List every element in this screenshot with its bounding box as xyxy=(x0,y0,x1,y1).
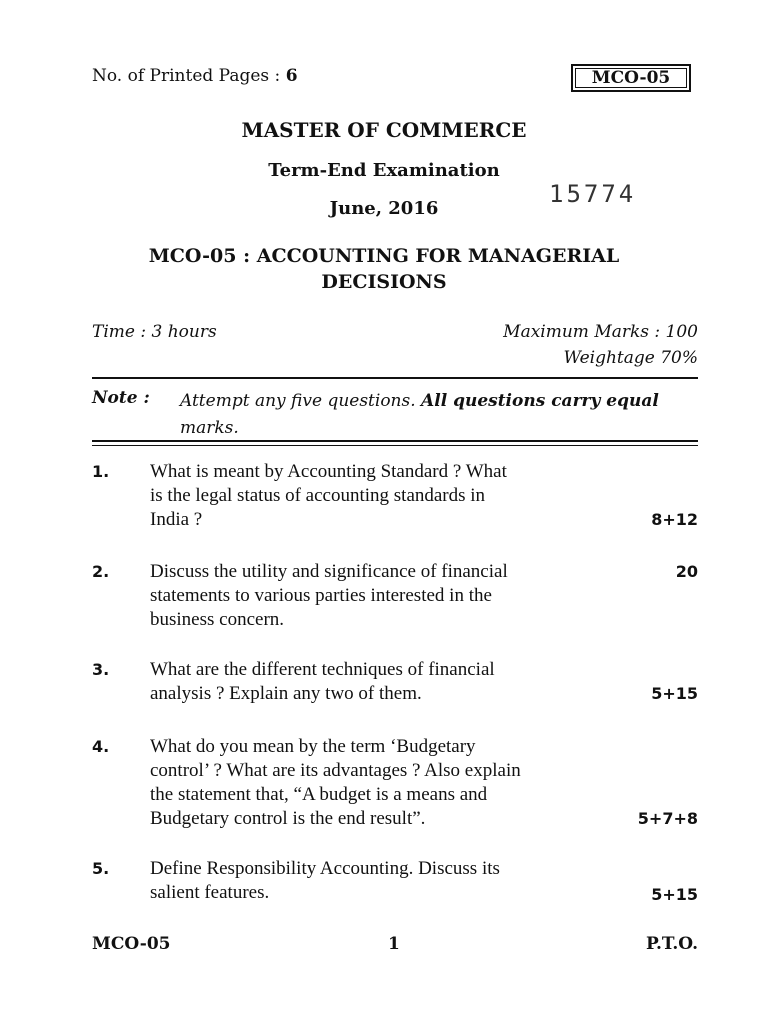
divider-double-b xyxy=(92,445,698,446)
question-3 xyxy=(92,658,698,706)
question-5 xyxy=(92,857,698,905)
question-line: salient features. xyxy=(150,882,270,903)
note-text xyxy=(180,388,698,442)
question-number: 3. xyxy=(92,660,110,679)
question-marks: 8+12 xyxy=(651,510,698,529)
question-number: 4. xyxy=(92,737,110,756)
course-title-line2: DECISIONS xyxy=(321,271,447,293)
divider-top xyxy=(92,377,698,379)
question-line: India ? xyxy=(150,509,203,530)
printed-pages xyxy=(92,66,298,86)
footer-page-number: 1 xyxy=(388,934,400,954)
question-text xyxy=(150,735,640,831)
question-marks: 5+15 xyxy=(651,885,698,904)
question-line: Budgetary control is the end result”. xyxy=(150,808,426,829)
question-line: control’ ? What are its advantages ? Also explain xyxy=(150,760,521,781)
question-1 xyxy=(92,460,698,532)
question-marks: 5+7+8 xyxy=(637,809,698,828)
programme-title: MASTER OF COMMERCE xyxy=(241,118,527,142)
serial-number: 15774 xyxy=(549,180,637,208)
question-line: the statement that, “A budget is a means and xyxy=(150,784,488,805)
time-allowed: Time : 3 hours xyxy=(92,322,217,342)
question-line: is the legal status of accounting standards in xyxy=(150,485,486,506)
weightage: Weightage 70% xyxy=(563,348,698,368)
printed-pages-value: 6 xyxy=(285,66,298,86)
printed-pages-label: No. of Printed Pages : xyxy=(92,66,286,86)
question-marks: 5+15 xyxy=(651,684,698,703)
question-line: Define Responsibility Accounting. Discuss its xyxy=(150,858,500,879)
question-line: statements to various parties interested in the xyxy=(150,585,492,606)
note-label: Note : xyxy=(92,388,150,408)
note-text-part3: marks. xyxy=(180,418,239,438)
paper-code-box: MCO-05 xyxy=(571,64,691,92)
question-line: What do you mean by the term ‘Budgetary xyxy=(150,736,476,757)
question-number: 1. xyxy=(92,462,110,481)
note-text-part1: Attempt any five questions. xyxy=(180,391,422,411)
exam-title: Term-End Examination xyxy=(268,160,500,181)
note-text-part2: All questions carry equal xyxy=(421,391,659,411)
question-line: Discuss the utility and significance of financial xyxy=(150,561,508,582)
footer-paper-code: MCO-05 xyxy=(92,934,171,954)
question-text xyxy=(150,658,640,706)
course-title-line1: MCO-05 : ACCOUNTING FOR MANAGERIAL xyxy=(148,245,620,267)
maximum-marks: Maximum Marks : 100 xyxy=(503,322,698,342)
question-text xyxy=(150,560,640,632)
question-number: 2. xyxy=(92,562,110,581)
question-text xyxy=(150,460,640,532)
question-2 xyxy=(92,560,698,632)
question-number: 5. xyxy=(92,859,110,878)
question-text xyxy=(150,857,640,905)
question-marks: 20 xyxy=(675,562,698,581)
course-title xyxy=(0,243,768,295)
question-line: What is meant by Accounting Standard ? What xyxy=(150,461,507,482)
question-4 xyxy=(92,735,698,831)
question-line: analysis ? Explain any two of them. xyxy=(150,683,422,704)
footer-pto: P.T.O. xyxy=(646,934,698,954)
divider-double-a xyxy=(92,440,698,442)
question-line: What are the different techniques of financial xyxy=(150,659,495,680)
session-date: June, 2016 xyxy=(329,198,439,219)
question-line: business concern. xyxy=(150,609,285,630)
